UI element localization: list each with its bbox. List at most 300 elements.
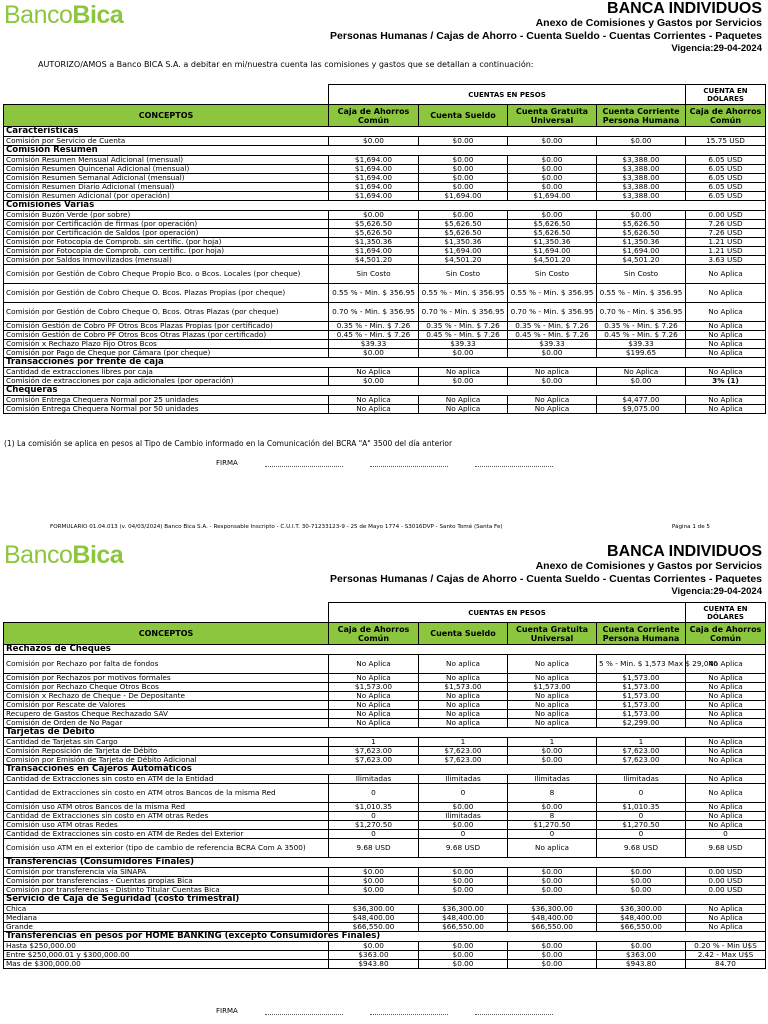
value-cell: $7,623.00	[329, 747, 419, 756]
value-cell: No Aplica	[686, 303, 766, 322]
value-cell: $5,626.50	[419, 229, 508, 238]
header-subtitle: Anexo de Comisiones y Gastos por Servicios	[535, 17, 762, 29]
table-row	[4, 377, 766, 386]
value-cell: No Aplica	[329, 710, 419, 719]
value-cell: $4,501.20	[329, 256, 419, 265]
value-cell: No Aplica	[686, 701, 766, 710]
value-cell: No Aplica	[686, 683, 766, 692]
value-cell: $1,694.00	[508, 247, 597, 256]
value-cell: $0.00	[597, 211, 686, 220]
concept-cell: Grande	[4, 923, 329, 932]
value-cell: $0.00	[597, 868, 686, 877]
value-cell: 0	[329, 812, 419, 821]
value-cell: No aplica	[419, 368, 508, 377]
value-cell: No Aplica	[686, 340, 766, 349]
value-cell: No aplica	[508, 839, 597, 858]
value-cell: $36,300.00	[597, 905, 686, 914]
section-header-row	[4, 201, 766, 211]
value-cell: $0.00	[329, 942, 419, 951]
value-cell: $0.00	[597, 877, 686, 886]
value-cell: 0.45 % - Min. $ 7.26	[329, 331, 419, 340]
value-cell: 9.68 USD	[686, 839, 766, 858]
value-cell: $48,400.00	[508, 914, 597, 923]
value-cell: $0.00	[419, 137, 508, 146]
value-cell: 0.20 % - Min U$S	[686, 942, 766, 951]
concept-cell: Comisión Resumen Quincenal Adicional (mensual)	[4, 165, 329, 174]
value-cell: 6.05 USD	[686, 156, 766, 165]
value-cell: $0.00	[508, 803, 597, 812]
value-cell: $0.00	[329, 137, 419, 146]
value-cell: 1	[508, 738, 597, 747]
concept-cell: Comisión por Fotocopia de Comprob. sin certific. (por hoja)	[4, 238, 329, 247]
value-cell: $4,501.20	[419, 256, 508, 265]
value-cell: $5,626.50	[597, 229, 686, 238]
section-title: Comisión Resumen	[4, 146, 766, 156]
group-header-usd: CUENTA EN DÓLARES	[686, 85, 766, 105]
concept-cell: Comisión por Gestión de Cobro Cheque O. Bcos. Plazas Propias (por cheque)	[4, 284, 329, 303]
value-cell: No aplica	[508, 655, 597, 674]
value-cell: Ilimitadas	[329, 775, 419, 784]
section-title: Características	[4, 127, 766, 137]
value-cell: No aplica	[419, 655, 508, 674]
value-cell: 6.05 USD	[686, 192, 766, 201]
bancobica-logo: BancoBica	[4, 1, 124, 29]
section-title: Tarjetas de Débito	[4, 728, 766, 738]
section-title: Transferencias (Consumidores Finales)	[4, 858, 766, 868]
value-cell: $199.65	[597, 349, 686, 358]
value-cell: 0	[419, 784, 508, 803]
table-row	[4, 284, 766, 303]
value-cell: $5,626.50	[508, 220, 597, 229]
value-cell: No Aplica	[686, 655, 766, 674]
value-cell: $0.00	[508, 137, 597, 146]
value-cell: $1,573.00	[597, 674, 686, 683]
value-cell: $1,573.00	[329, 683, 419, 692]
value-cell: $4,501.20	[597, 256, 686, 265]
value-cell: No Aplica	[686, 368, 766, 377]
table-row	[4, 192, 766, 201]
value-cell: Sin Costo	[329, 265, 419, 284]
bancobica-logo: BancoBica	[4, 541, 124, 569]
value-cell: $39.33	[597, 340, 686, 349]
value-cell: No Aplica	[508, 405, 597, 414]
header-validity: Vigencia:29-04-2024	[671, 586, 762, 597]
value-cell: $36,300.00	[329, 905, 419, 914]
signature-line	[370, 466, 448, 467]
value-cell: 0.55 % - Min. $ 356.95	[329, 284, 419, 303]
value-cell: Ilimitadas	[597, 775, 686, 784]
concept-cell: Comisión x Rechazo de Cheque - De Depositante	[4, 692, 329, 701]
value-cell: $0.00	[329, 349, 419, 358]
concept-cell: Comisión por Rechazo Cheque Otros Bcos	[4, 683, 329, 692]
value-cell: 6.05 USD	[686, 174, 766, 183]
value-cell: No Aplica	[508, 396, 597, 405]
value-cell: 0.55 % - Min. $ 356.95	[419, 284, 508, 303]
value-cell: No aplica	[419, 692, 508, 701]
value-cell: 0.35 % - Min. $ 7.26	[508, 322, 597, 331]
value-cell: $0.00	[419, 821, 508, 830]
value-cell: Sin Costo	[508, 265, 597, 284]
value-cell: No Aplica	[686, 265, 766, 284]
value-cell: $0.00	[419, 165, 508, 174]
value-cell: $1,694.00	[329, 192, 419, 201]
value-cell: No aplica	[419, 674, 508, 683]
concept-cell: Comisión Entrega Chequera Normal por 50 unidades	[4, 405, 329, 414]
table-row	[4, 784, 766, 803]
column-header: Cuenta Gratuita Universal	[508, 105, 597, 127]
value-cell: 0	[329, 830, 419, 839]
page-number: Página 1 de 5	[671, 524, 710, 530]
value-cell: $0.00	[329, 886, 419, 895]
table-row	[4, 655, 766, 674]
value-cell: $363.00	[329, 951, 419, 960]
concept-cell: Comisión por Gestión de Cobro Cheque O. Bcos. Otras Plazas (por cheque)	[4, 303, 329, 322]
group-header-pesos: CUENTAS EN PESOS	[329, 603, 686, 623]
concept-cell: Recupero de Gastos Cheque Rechazado SAV	[4, 710, 329, 719]
value-cell: $0.00	[329, 377, 419, 386]
concept-cell: Cantidad de Extracciones sin costo en ATM de Redes del Exterior	[4, 830, 329, 839]
value-cell: $0.00	[329, 211, 419, 220]
column-header: Cuenta Gratuita Universal	[508, 623, 597, 645]
value-cell: $1,573.00	[597, 701, 686, 710]
concept-cell: Comisión por Fotocopia de Comprob. con certific. (por hoja)	[4, 247, 329, 256]
value-cell: $48,400.00	[329, 914, 419, 923]
value-cell: $4,501.20	[508, 256, 597, 265]
value-cell: $66,550.00	[329, 923, 419, 932]
section-header-row	[4, 146, 766, 156]
value-cell: 1.21 USD	[686, 247, 766, 256]
section-header-row	[4, 127, 766, 137]
value-cell: No Aplica	[329, 674, 419, 683]
value-cell: $3,388.00	[597, 156, 686, 165]
value-cell: $0.00	[597, 886, 686, 895]
value-cell: $1,694.00	[329, 183, 419, 192]
column-header: Caja de Ahorros Común	[329, 105, 419, 127]
value-cell: $39.33	[508, 340, 597, 349]
value-cell: $66,550.00	[597, 923, 686, 932]
section-header-row	[4, 358, 766, 368]
header-subtitle: Anexo de Comisiones y Gastos por Servicios	[535, 560, 762, 572]
value-cell: No aplica	[508, 368, 597, 377]
value-cell: No Aplica	[686, 674, 766, 683]
value-cell: $1,694.00	[508, 192, 597, 201]
header-products: Personas Humanas / Cajas de Ahorro - Cuenta Sueldo - Cuentas Corrientes - Paquetes	[330, 30, 762, 42]
concept-cell: Comisión x Rechazo Plazo Fijo Otros Bcos	[4, 340, 329, 349]
value-cell: $0.00	[329, 877, 419, 886]
concept-cell: Comisión uso ATM en el exterior (tipo de cambio de referencia BCRA Com A 3500)	[4, 839, 329, 858]
concept-cell: Comisión por Rechazo por falta de fondos	[4, 655, 329, 674]
value-cell: $1,694.00	[329, 247, 419, 256]
value-cell: $66,550.00	[508, 923, 597, 932]
header-validity: Vigencia:29-04-2024	[671, 43, 762, 54]
value-cell: 1	[329, 738, 419, 747]
value-cell: $0.00	[508, 211, 597, 220]
concept-cell: Cantidad de Extracciones sin costo en ATM otras Redes	[4, 812, 329, 821]
value-cell: $36,300.00	[508, 905, 597, 914]
section-header-row	[4, 765, 766, 775]
value-cell: $7,623.00	[419, 756, 508, 765]
value-cell: 0.45 % - Min. $ 7.26	[419, 331, 508, 340]
section-title: Transacciones por frente de caja	[4, 358, 766, 368]
value-cell: $66,550.00	[419, 923, 508, 932]
value-cell: $0.00	[508, 756, 597, 765]
value-cell: $1,270.50	[329, 821, 419, 830]
value-cell: $4,477.00	[597, 396, 686, 405]
concept-cell: Comisión Buzón Verde (por sobre)	[4, 211, 329, 220]
value-cell: $0.00	[419, 211, 508, 220]
value-cell: 15.75 USD	[686, 137, 766, 146]
value-cell: 6.05 USD	[686, 183, 766, 192]
section-title: Transacciones en Cajeros Automáticos	[4, 765, 766, 775]
value-cell: $0.00	[419, 377, 508, 386]
concept-cell: Comisión Reposición de Tarjeta de Débito	[4, 747, 329, 756]
value-cell: $48,400.00	[597, 914, 686, 923]
value-cell: Sin Costo	[597, 265, 686, 284]
table-row	[4, 256, 766, 265]
value-cell: Ilimitadas	[508, 775, 597, 784]
value-cell: 1	[419, 738, 508, 747]
value-cell: $2,299.00	[597, 719, 686, 728]
value-cell: 0.35 % - Min. $ 7.26	[329, 322, 419, 331]
value-cell: No aplica	[508, 692, 597, 701]
column-header: Cuenta Sueldo	[419, 623, 508, 645]
concept-cell: Comisión por transferencia vía SINAPA	[4, 868, 329, 877]
column-header: Caja de Ahorros Común	[329, 623, 419, 645]
footnote: (1) La comisión se aplica en pesos al Tipo de Cambio informado en la Comunicación del BCRA "A" 3500 del día anterior	[4, 439, 453, 448]
value-cell: $1,694.00	[419, 192, 508, 201]
value-cell: No Aplica	[329, 368, 419, 377]
signature-line	[475, 466, 553, 467]
value-cell: 9.68 USD	[329, 839, 419, 858]
value-cell: $0.00	[419, 942, 508, 951]
value-cell: No Aplica	[686, 821, 766, 830]
value-cell: 0.45 % - Min. $ 7.26	[597, 331, 686, 340]
value-cell: $0.00	[419, 877, 508, 886]
value-cell: $1,694.00	[329, 165, 419, 174]
value-cell: No Aplica	[686, 284, 766, 303]
footer-legal-text: FORMULARIO 01.04.013 (v. 04/03/2024) Banco Bica S.A. - Responsable Inscripto - C.U.I.T. 30-71233123-9 - 25 de Mayo 1774 - S3016DVP - Santo Tomé (Santa Fe)	[50, 524, 503, 530]
value-cell: $0.00	[419, 868, 508, 877]
value-cell: No Aplica	[329, 655, 419, 674]
value-cell: No Aplica	[686, 322, 766, 331]
value-cell: 0.55 % - Min. $ 356.95	[508, 284, 597, 303]
value-cell: 0.55 % - Min. $ 356.95	[597, 284, 686, 303]
concept-cell: Comisión Resumen Mensual Adicional (mensual)	[4, 156, 329, 165]
value-cell: No Aplica	[686, 784, 766, 803]
value-cell: $7,623.00	[597, 756, 686, 765]
value-cell: $3,388.00	[597, 183, 686, 192]
value-cell: No aplica	[508, 710, 597, 719]
value-cell: No aplica	[419, 710, 508, 719]
signature-label: FIRMA	[216, 1007, 238, 1015]
value-cell: No Aplica	[597, 368, 686, 377]
value-cell: $5,626.50	[419, 220, 508, 229]
table-row	[4, 303, 766, 322]
value-cell: 0	[419, 830, 508, 839]
table-row	[4, 137, 766, 146]
page-2	[0, 538, 768, 1024]
value-cell: $1,350.36	[329, 238, 419, 247]
value-cell: 0	[597, 830, 686, 839]
value-cell: No aplica	[419, 701, 508, 710]
value-cell: $1,694.00	[419, 247, 508, 256]
value-cell: $1,573.00	[597, 692, 686, 701]
value-cell: $5,626.50	[597, 220, 686, 229]
value-cell: $5,626.50	[329, 229, 419, 238]
value-cell: $0.00	[329, 868, 419, 877]
value-cell: 8	[508, 784, 597, 803]
column-header: Caja de Ahorros Común	[686, 623, 766, 645]
value-cell: 3% (1)	[686, 377, 766, 386]
column-header-concepts: CONCEPTOS	[4, 623, 329, 645]
value-cell: 3.63 USD	[686, 256, 766, 265]
value-cell: $0.00	[508, 951, 597, 960]
value-cell: $0.00	[508, 877, 597, 886]
value-cell: $3,388.00	[597, 174, 686, 183]
value-cell: 1.21 USD	[686, 238, 766, 247]
value-cell: Ilimitadas	[419, 812, 508, 821]
value-cell: No Aplica	[686, 914, 766, 923]
value-cell: $36,300.00	[419, 905, 508, 914]
value-cell: $1,010.35	[597, 803, 686, 812]
header-title: BANCA INDIVIDUOS	[607, 543, 762, 560]
concept-cell: Comisión por Emisión de Tarjeta de Débito Adicional	[4, 756, 329, 765]
table-row	[4, 830, 766, 839]
concept-cell: Comisión por Saldos Inmovilizados (mensual)	[4, 256, 329, 265]
value-cell: $3,388.00	[597, 165, 686, 174]
concept-cell: Comisión por Certificación de firmas (por operación)	[4, 220, 329, 229]
value-cell: No Aplica	[329, 405, 419, 414]
value-cell: No aplica	[508, 701, 597, 710]
value-cell: Sin Costo	[419, 265, 508, 284]
value-cell: $363.00	[597, 951, 686, 960]
value-cell: No Aplica	[419, 396, 508, 405]
section-header-row	[4, 895, 766, 905]
value-cell: $0.00	[508, 183, 597, 192]
concept-cell: Comisión Gestión de Cobro PF Otros Bcos Otras Plazas (por certificado)	[4, 331, 329, 340]
value-cell: No Aplica	[329, 701, 419, 710]
value-cell: $1,350.36	[508, 238, 597, 247]
value-cell: 0.35 % - Min. $ 7.26	[419, 322, 508, 331]
column-header: Cuenta Corriente Persona Humana	[597, 623, 686, 645]
value-cell: 0.00 USD	[686, 886, 766, 895]
concept-cell: Comisión Resumen Adicional (por operación)	[4, 192, 329, 201]
value-cell: $0.00	[419, 960, 508, 969]
value-cell: $0.00	[508, 960, 597, 969]
value-cell: Ilimitadas	[419, 775, 508, 784]
value-cell: $5,626.50	[329, 220, 419, 229]
value-cell: $39.33	[419, 340, 508, 349]
value-cell: $1,694.00	[597, 247, 686, 256]
value-cell: 6.05 USD	[686, 165, 766, 174]
concept-cell: Comisión Resumen Semanal Adicional (mensual)	[4, 174, 329, 183]
value-cell: $7,623.00	[419, 747, 508, 756]
value-cell: No Aplica	[686, 692, 766, 701]
concept-cell: Mediana	[4, 914, 329, 923]
table-row	[4, 960, 766, 969]
value-cell: 0.70 % - Min. $ 356.95	[508, 303, 597, 322]
section-header-row	[4, 386, 766, 396]
value-cell: No Aplica	[686, 775, 766, 784]
value-cell: $0.00	[419, 803, 508, 812]
value-cell: 9.68 USD	[597, 839, 686, 858]
concept-cell: Comisión por Gestión de Cobro Cheque Propio Bco. o Bcos. Locales (por cheque)	[4, 265, 329, 284]
value-cell: 0	[597, 784, 686, 803]
value-cell: No Aplica	[686, 405, 766, 414]
signature-label: FIRMA	[216, 459, 238, 467]
section-title: Comisiones Varias	[4, 201, 766, 211]
concept-cell: Comisión Resumen Diario Adicional (mensual)	[4, 183, 329, 192]
value-cell: $3,388.00	[597, 192, 686, 201]
header-products: Personas Humanas / Cajas de Ahorro - Cuenta Sueldo - Cuentas Corrientes - Paquetes	[330, 573, 762, 585]
column-header: Cuenta Corriente Persona Humana	[597, 105, 686, 127]
value-cell: 0.35 % - Min. $ 7.26	[597, 322, 686, 331]
column-header-concepts: CONCEPTOS	[4, 105, 329, 127]
group-header-usd: CUENTA EN DÓLARES	[686, 603, 766, 623]
value-cell: No aplica	[508, 674, 597, 683]
value-cell: $0.00	[597, 942, 686, 951]
value-cell: No Aplica	[329, 396, 419, 405]
value-cell: $0.00	[508, 174, 597, 183]
table-row	[4, 839, 766, 858]
value-cell: 0	[597, 812, 686, 821]
value-cell: $0.00	[508, 349, 597, 358]
signature-line	[370, 1014, 448, 1015]
value-cell: 0.00 USD	[686, 868, 766, 877]
value-cell: No Aplica	[686, 905, 766, 914]
section-header-row	[4, 858, 766, 868]
value-cell: $1,573.00	[508, 683, 597, 692]
value-cell: $0.00	[419, 174, 508, 183]
value-cell: No Aplica	[686, 747, 766, 756]
section-header-row	[4, 728, 766, 738]
value-cell: $0.00	[597, 137, 686, 146]
value-cell: No Aplica	[686, 812, 766, 821]
value-cell: 7.26 USD	[686, 229, 766, 238]
value-cell: No aplica	[419, 719, 508, 728]
concept-cell: Cantidad de Extracciones sin costo en ATM otros Bancos de la misma Red	[4, 784, 329, 803]
authorization-text: AUTORIZO/AMOS a Banco BICA S.A. a debitar en mi/nuestra cuenta las comisiones y gastos que se detallan a continuación:	[38, 60, 534, 69]
value-cell: $0.00	[508, 886, 597, 895]
concept-cell: Chica	[4, 905, 329, 914]
section-title: Servicio de Caja de Seguridad (costo trimestral)	[4, 895, 766, 905]
value-cell: 9.68 USD	[419, 839, 508, 858]
value-cell: No Aplica	[686, 803, 766, 812]
signature-line	[265, 1014, 343, 1015]
value-cell: $943.80	[329, 960, 419, 969]
table-row	[4, 719, 766, 728]
section-header-row	[4, 932, 766, 942]
value-cell: $1,010.35	[329, 803, 419, 812]
value-cell: $0.00	[597, 377, 686, 386]
value-cell: $0.00	[419, 951, 508, 960]
table-row	[4, 775, 766, 784]
value-cell: No Aplica	[686, 923, 766, 932]
value-cell: No aplica	[508, 719, 597, 728]
value-cell: $7,623.00	[329, 756, 419, 765]
concept-cell: Comisión Gestión de Cobro PF Otros Bcos Plazas Propias (por certificado)	[4, 322, 329, 331]
concept-cell: Hasta $250,000.00	[4, 942, 329, 951]
value-cell: $1,270.50	[597, 821, 686, 830]
concept-cell: Comisión por Servicio de Cuenta	[4, 137, 329, 146]
fees-table-page-2	[3, 602, 766, 969]
value-cell: $943.80	[597, 960, 686, 969]
value-cell: 0.00 USD	[686, 211, 766, 220]
document-header	[330, 0, 762, 55]
section-title: Rechazos de Cheques	[4, 645, 766, 655]
concept-cell: Cantidad de extracciones libres por caja	[4, 368, 329, 377]
concept-cell: Comisión por Rescate de Valores	[4, 701, 329, 710]
